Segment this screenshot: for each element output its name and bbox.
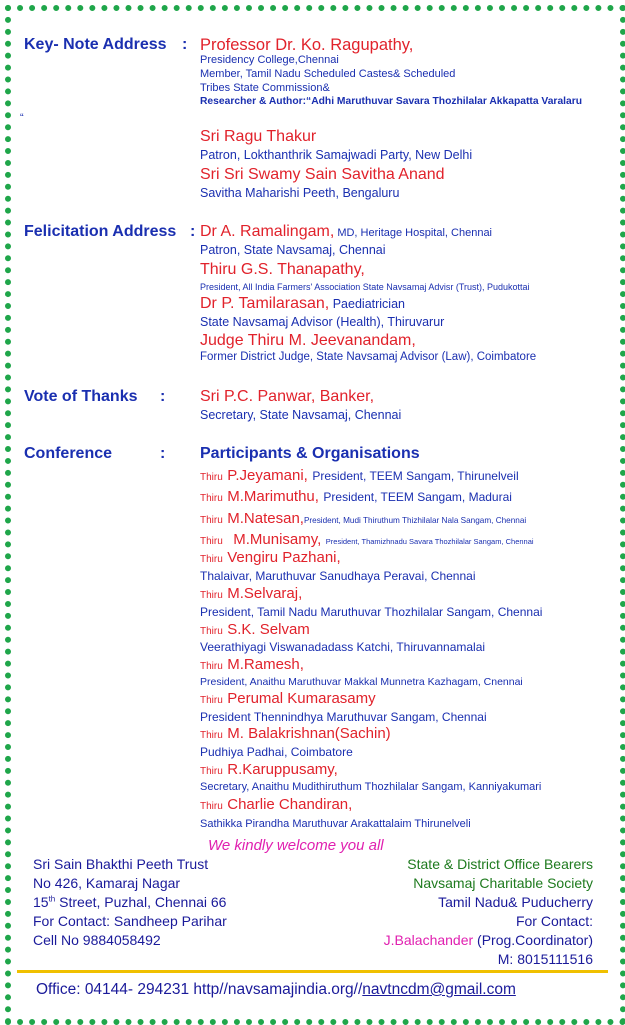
participant-row	[200, 656, 304, 674]
welcome-text: We kindly welcome you all	[208, 837, 384, 854]
street-sup: th	[48, 894, 56, 904]
thiru-prefix: Thiru	[200, 695, 223, 706]
participant-org: President, Anaithu Maruthuvar Makkal Munnetra Kazhagam, Cnennai	[200, 676, 523, 688]
keynote-researcher: Researcher & Author:“Adhi Maruthuvar Savara Thozhilalar Akkapatta Varalaru	[200, 96, 583, 107]
guest-desc-1: Patron, Lokthanthrik Samajwadi Party, New Delhi	[200, 148, 473, 162]
participant-name: M.Marimuthu,	[227, 488, 319, 505]
trust-name: Sri Sain Bhakthi Peeth Trust	[33, 856, 209, 872]
felicitation-suffix-3: Paediatrician	[329, 297, 405, 311]
vote-desc: Secretary, State Navsamaj, Chennai	[200, 408, 402, 422]
vote-label: Vote of Thanks	[24, 388, 138, 405]
felicitation-label: Felicitation Address	[24, 223, 177, 240]
participant-row	[200, 796, 352, 814]
vote-name: Sri P.C. Panwar, Banker,	[200, 388, 375, 405]
keynote-closing-quote: “	[20, 112, 24, 124]
participant-name: Perumal Kumarasamy	[227, 690, 376, 707]
street-number: 15	[33, 894, 49, 910]
participant-org: President, TEEM Sangam, Madurai	[323, 490, 512, 504]
participant-name: S.K. Selvam	[227, 621, 310, 638]
keynote-name: Professor Dr. Ko. Ragupathy,	[200, 36, 414, 54]
participant-org: President, Tamil Nadu Maruthuvar Thozhilalar Sangam, Chennai	[200, 605, 543, 619]
participant-name: P.Jeyamani,	[227, 467, 308, 484]
keynote-line-2: Member, Tamil Nadu Scheduled Castes& Scheduled	[200, 68, 456, 80]
thiru-prefix: Thiru	[200, 730, 223, 741]
participant-org: Secretary, Anaithu Mudithiruthum Thozhilalar Sangam, Kanniyakumari	[200, 781, 542, 793]
thiru-prefix: Thiru	[200, 554, 223, 565]
participant-org: Sathikka Pirandha Maruthuvar Arakattalaim Thirunelveli	[200, 818, 471, 830]
thiru-prefix: Thiru	[200, 766, 223, 777]
participant-row	[200, 549, 341, 567]
keynote-label: Key- Note Address	[24, 36, 167, 53]
address-line-1: No 426, Kamaraj Nagar	[33, 875, 181, 891]
coordinator-line	[384, 932, 593, 948]
conference-label: Conference	[24, 445, 113, 462]
participant-row	[200, 725, 391, 743]
street-rest: Street, Puzhal, Chennai 66	[55, 894, 227, 910]
office-bearers: State & District Office Bearers	[407, 856, 593, 872]
thiru-prefix: Thiru	[200, 536, 223, 547]
participant-org: Thalaivar, Maruthuvar Sanudhaya Peravai, Chennai	[200, 569, 476, 583]
participant-org: President, Mudi Thiruthum Thizhilalar Nala Sangam, Chennai	[303, 516, 527, 525]
conference-colon: :	[160, 445, 166, 462]
participant-row	[200, 467, 519, 485]
office-website[interactable]: http//navsamajindia.org//	[189, 981, 363, 998]
contact-line: For Contact: Sandheep Parihar	[33, 913, 227, 929]
guest-desc-2: Savitha Maharishi Peeth, Bengaluru	[200, 186, 400, 200]
society-name: Navsamaj Charitable Society	[413, 875, 593, 891]
felicitation-desc-3: State Navsamaj Advisor (Health), Thiruvarur	[200, 315, 445, 329]
thiru-prefix: Thiru	[200, 626, 223, 637]
address-line-2	[33, 894, 226, 910]
vote-colon: :	[160, 388, 166, 405]
thiru-prefix: Thiru	[200, 493, 223, 504]
participant-row	[200, 761, 338, 779]
thiru-prefix: Thiru	[200, 661, 223, 672]
participant-row	[200, 510, 526, 528]
participant-name: M. Balakrishnan(Sachin)	[227, 725, 391, 742]
felicitation-name-2: Thiru G.S. Thanapathy,	[200, 261, 365, 278]
conference-heading: Participants & Organisations	[200, 445, 420, 462]
office-line	[36, 981, 516, 999]
felicitation-item-3	[200, 295, 405, 313]
participant-name: M.Natesan,	[227, 510, 304, 527]
for-contact-label: For Contact:	[515, 913, 593, 929]
participant-org: Pudhiya Padhai, Coimbatore	[200, 745, 353, 759]
participant-name: M.Selvaraj,	[227, 585, 303, 602]
keynote-line-3: Tribes State Commission&	[200, 82, 330, 94]
guest-name-2: Sri Sri Swamy Sain Savitha Anand	[200, 166, 445, 183]
felicitation-name-3: Dr P. Tamilarasan,	[200, 295, 330, 312]
mobile-line: M: 8015111516	[497, 951, 593, 967]
region-line: Tamil Nadu& Puducherry	[438, 894, 593, 910]
thiru-prefix: Thiru	[200, 590, 223, 601]
participant-org: President, Thamizhnadu Savara Thozhilalar Sangam, Chennai	[325, 537, 534, 546]
felicitation-desc-1: Patron, State Navsamaj, Chennai	[200, 243, 386, 257]
participant-name: Vengiru Pazhani,	[227, 549, 341, 566]
keynote-line-1: Presidency College,Chennai	[200, 54, 339, 66]
thiru-prefix: Thiru	[200, 801, 223, 812]
participant-row	[200, 531, 534, 549]
felicitation-item-1	[200, 223, 492, 241]
participant-org: President Thennindhya Maruthuvar Sangam, Chennai	[200, 710, 487, 724]
felicitation-colon: :	[190, 223, 196, 240]
coordinator-name: J.Balachander	[383, 932, 474, 948]
keynote-colon: :	[182, 36, 188, 53]
participant-name: M.Ramesh,	[227, 656, 304, 673]
participant-name: Charlie Chandiran,	[227, 796, 353, 813]
participant-name: R.Karuppusamy,	[227, 761, 338, 778]
felicitation-desc-4: Former District Judge, State Navsamaj Advisor (Law), Coimbatore	[200, 351, 537, 363]
office-phone: Office: 04144- 294231	[36, 981, 190, 998]
cell-line: Cell No 9884058492	[33, 932, 161, 948]
participant-row	[200, 621, 310, 639]
office-email[interactable]: navtncdm@gmail.com	[362, 981, 516, 998]
felicitation-name-1: Dr A. Ramalingam,	[200, 223, 335, 240]
felicitation-name-4: Judge Thiru M. Jeevanandam,	[200, 332, 416, 349]
footer-rule	[17, 970, 608, 973]
coordinator-role: (Prog.Coordinator)	[473, 932, 593, 948]
felicitation-desc-2: President, All India Farmers' Association State Navsamaj Advisr (Trust), Pudukottai	[200, 282, 530, 292]
participant-org: Veerathiyagi Viswanadadass Katchi, Thiruvannamalai	[200, 640, 486, 654]
participant-name: M.Munisamy,	[233, 531, 322, 548]
thiru-prefix: Thiru	[200, 472, 223, 483]
participant-row	[200, 690, 376, 708]
thiru-prefix: Thiru	[200, 515, 223, 526]
participant-org: President, TEEM Sangam, Thirunelveil	[312, 469, 519, 483]
participant-row	[200, 488, 512, 506]
guest-name-1: Sri Ragu Thakur	[200, 128, 317, 145]
participant-row	[200, 585, 302, 603]
felicitation-suffix-1: MD, Heritage Hospital, Chennai	[334, 227, 493, 239]
